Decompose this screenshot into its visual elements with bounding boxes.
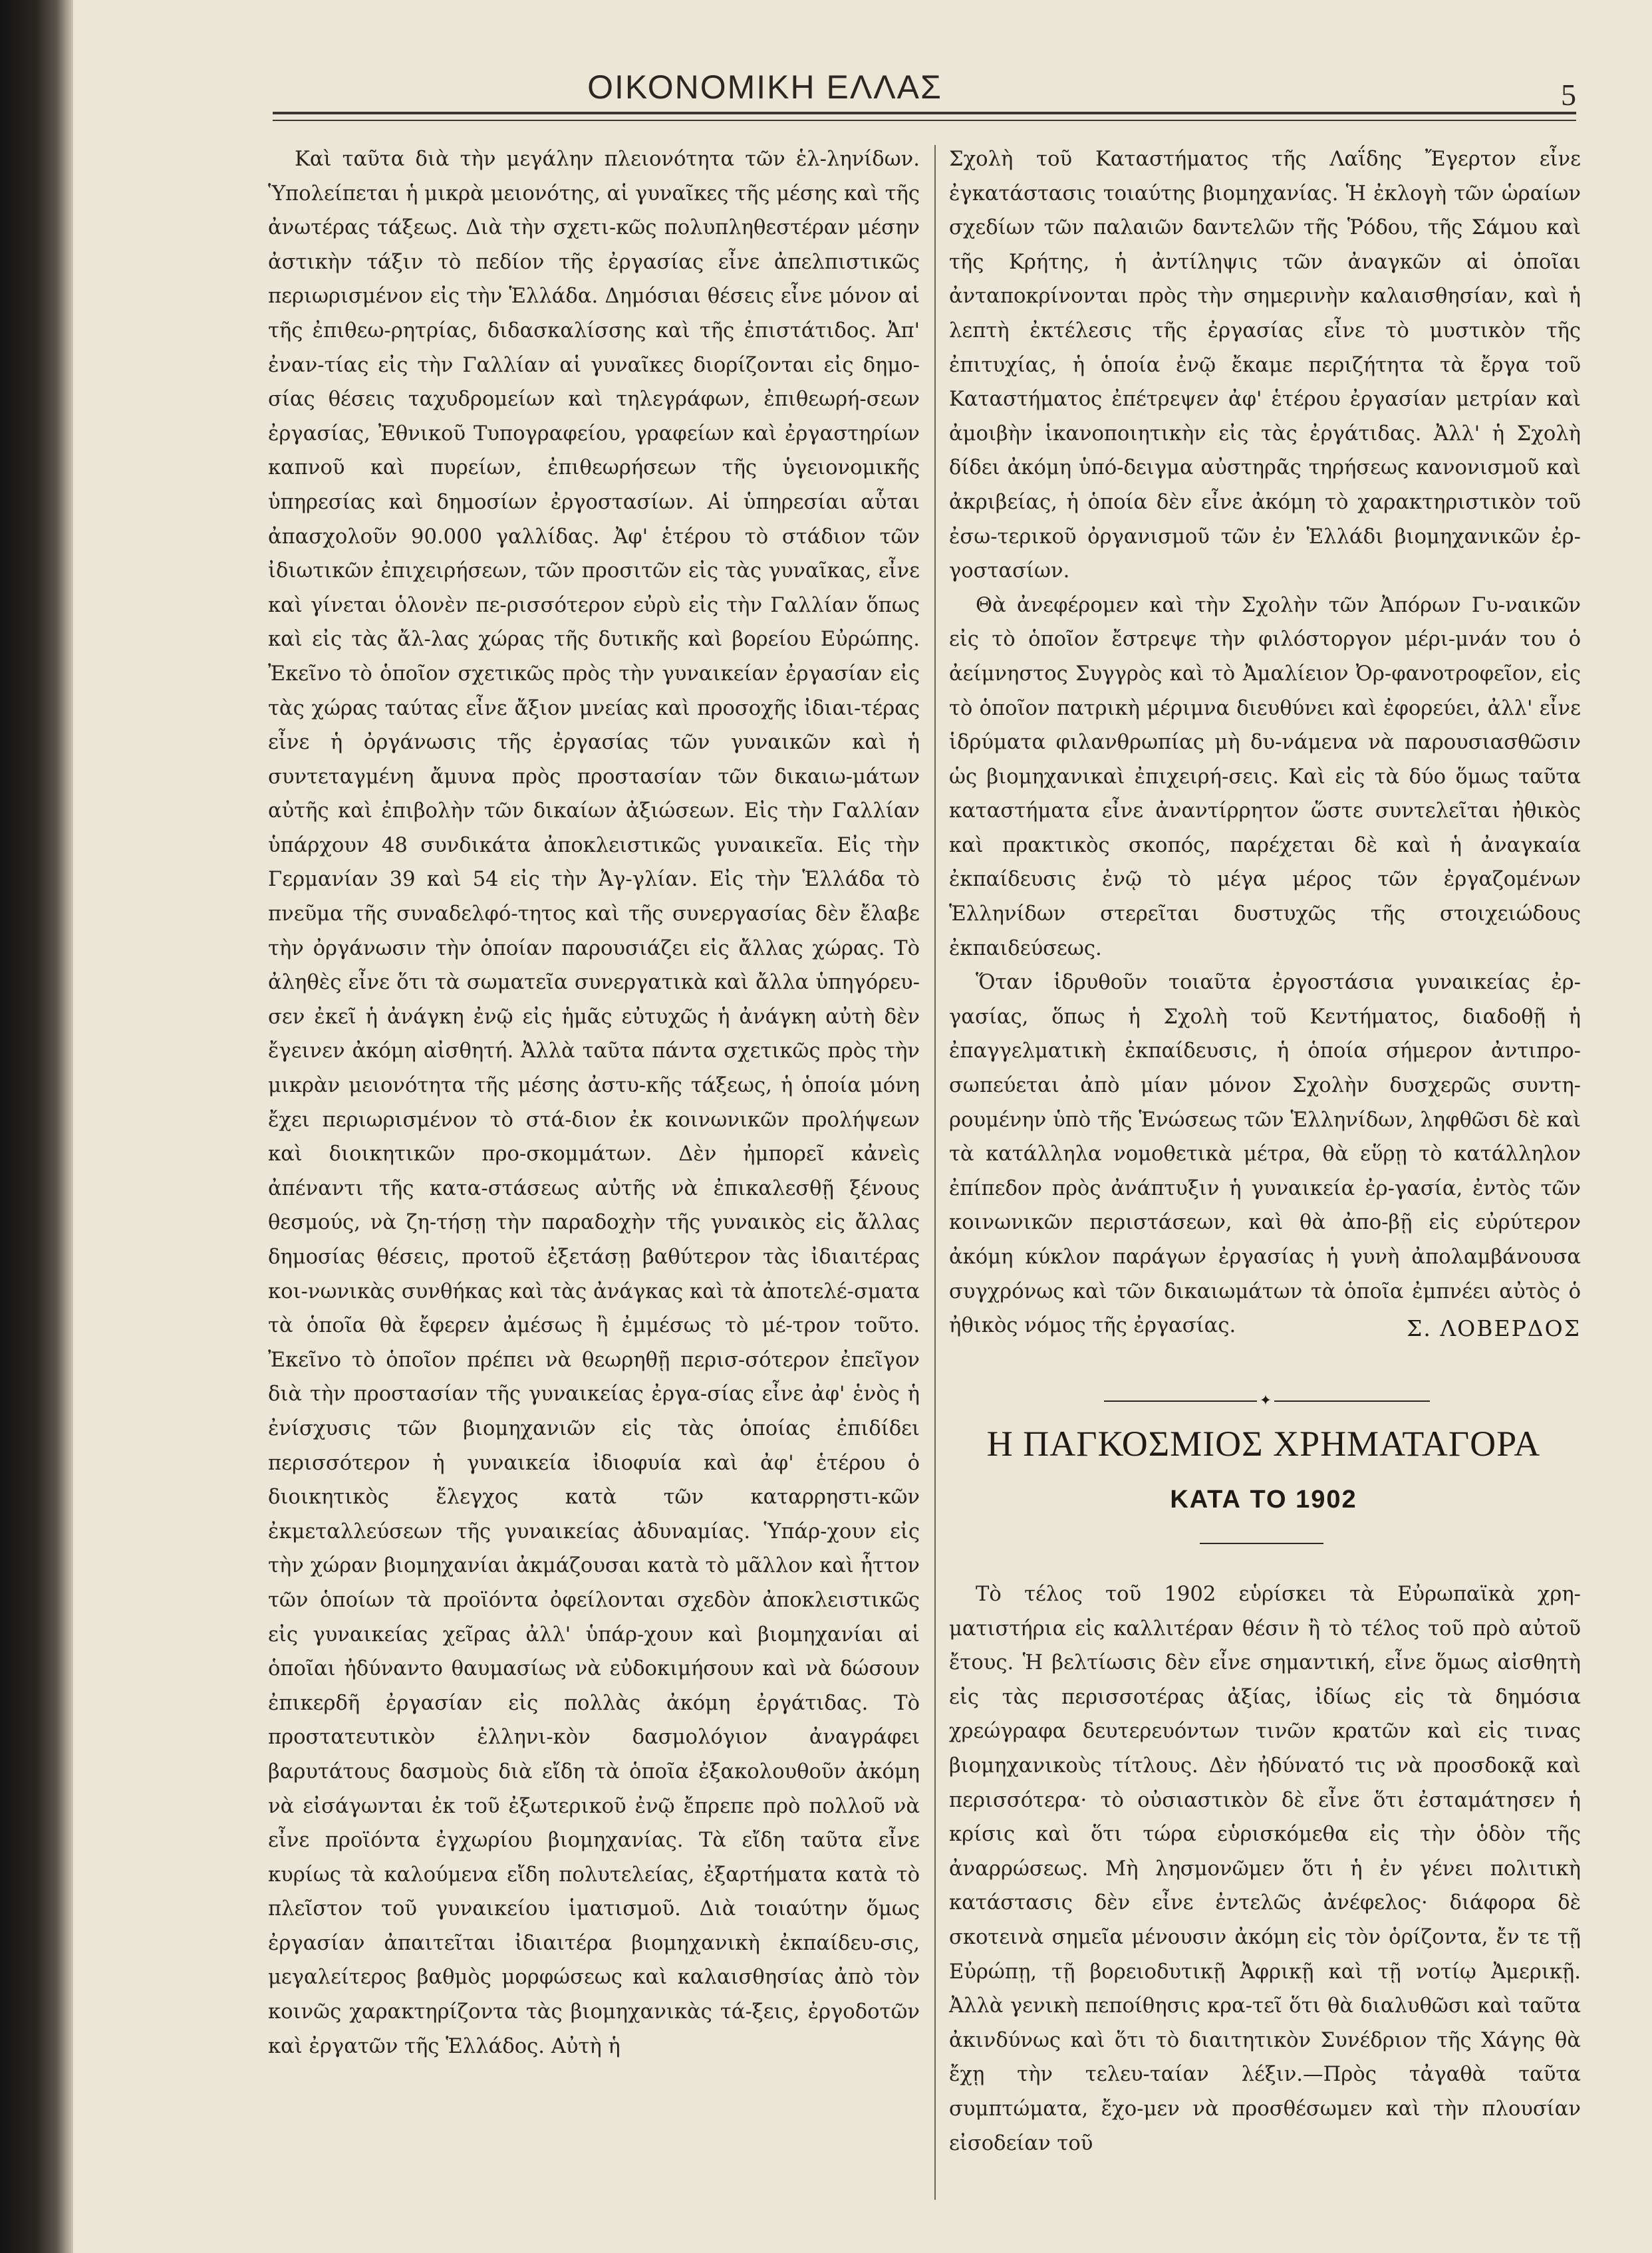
header-rule-thin [273,120,1576,121]
article-title: Η ΠΑΓΚΟΣΜΙΟΣ ΧΡΗΜΑΤΑΓΟΡΑ [986,1424,1541,1464]
left-column [268,142,920,2063]
paragraph-continuation: Σχολὴ τοῦ Καταστήματος τῆς Λαΐδης Ἔγερτον εἶνε ἐγκατάστασις τοιαύτης βιομηχανίας. Ἡ ἐκλογὴ τῶν ὡραίων σχεδίων τῶν παλαιῶν δαντελῶν τῆς Ῥόδου, τῆς Σάμου καὶ τῆς Κρήτης, ἡ ἀντίληψις τῶν ἀναγκῶν αἱ ὁποῖαι ἀνταποκρίνονται πρὸς τὴν σημερινὴν καλαισθησίαν, καὶ ἡ λεπτὴ ἐκτέλεσις τῆς ἐργασίας εἶνε τὸ μυστικὸν τῆς ἐπιτυχίας, ἡ ὁποία ἐνῷ ἔκαμε περιζήτητα τὰ ἔργα τοῦ Καταστήματος ἐπέτρεψεν ἀφ' ἑτέρου ἐργασίαν μετρίαν καὶ ἀμοιβὴν ἱκανοποιητικὴν εἰς τὰς ἐργάτιδας. Ἀλλ' ἡ Σχολὴ δίδει ἀκόμη ὑπό-δειγμα αὐστηρᾶς τηρήσεως κανονισμοῦ καὶ ἀκριβείας, ἡ ὁποία δὲν εἶνε ἀκόμη τὸ χαρακτηριστικὸν τοῦ ἐσω-τερικοῦ ὀργανισμοῦ τῶν ἐν Ἑλλάδι βιομηχανικῶν ἐρ-γοστασίων. [949,148,1581,583]
article-subtitle: ΚΑΤΑ ΤΟ 1902 [1170,1486,1357,1514]
header-rule [273,112,1576,114]
paragraph: Καὶ ταῦτα διὰ τὴν μεγάλην πλειονότητα τῶν ἑλ-ληνίδων. Ὑπολείπεται ἡ μικρὰ μειονότης, αἱ γυναῖκες τῆς μέσης καὶ τῆς ἀνωτέρας τάξεως. Διὰ τὴν σχετι-κῶς πολυπληθεστέραν μέσην ἀστικὴν τάξιν τὸ πεδίον τῆς ἐργασίας εἶνε ἀπελπιστικῶς περιωρισμένον εἰς τὴν Ἑλλάδα. Δημόσιαι θέσεις εἶνε μόνον αἱ τῆς ἐπιθεω-ρητρίας, διδασκαλίσσης καὶ τῆς ἐπιστάτιδος. Ἀπ' ἐναν-τίας εἰς τὴν Γαλλίαν αἱ γυναῖκες διορίζονται εἰς δημο-σίας θέσεις ταχυδρομείων καὶ τηλεγράφων, ἐπιθεωρή-σεων ἐργασίας, Ἐθνικοῦ Τυπογραφείου, γραφείων καὶ ἐργαστηρίων καπνοῦ καὶ πυρείων, ἐπιθεωρήσεων τῆς ὑγειονομικῆς ὑπηρεσίας καὶ δημοσίων ἐργοστασίων. Αἱ ὑπηρεσίαι αὗται ἀπασχολοῦν 90.000 γαλλίδας. Ἀφ' ἑτέρου τὸ στάδιον τῶν ἰδιωτικῶν ἐπιχειρήσεων, τῶν προσιτῶν εἰς τὰς γυναῖκας, εἶνε καὶ γίνεται ὁλονὲν πε-ρισσότερον εὐρὺ εἰς τὴν Γαλλίαν ὅπως καὶ εἰς τὰς ἄλ-λας χώρας τῆς δυτικῆς καὶ βορείου Εὐρώπης. Ἐκεῖνο τὸ ὁποῖον σχετικῶς πρὸς τὴν γυναικείαν ἐργασίαν εἰς τὰς χώρας ταύτας εἶνε ἄξιον μνείας καὶ προσοχῆς ἰδιαι-τέρας εἶνε ἡ ὀργάνωσις τῆς ἐργασίας τῶν γυναικῶν καὶ ἡ συντεταγμένη ἄμυνα πρὸς προστασίαν τῶν δικαιω-μάτων αὐτῆς καὶ ἐπιβολὴν τῶν δικαίων ἀξιώσεων. Εἰς τὴν Γαλλίαν ὑπάρχουν 48 συνδικάτα ἀποκλειστικῶς γυναικεῖα. Εἰς τὴν Γερμανίαν 39 καὶ 54 εἰς τὴν Ἀγ-γλίαν. Εἰς τὴν Ἑλλάδα τὸ πνεῦμα τῆς συναδελφό-τητος καὶ τῆς συνεργασίας δὲν ἔλαβε τὴν ὀργάνωσιν τὴν ὁποίαν παρουσιάζει εἰς ἄλλας χώρας. Τὸ ἀληθὲς εἶνε ὅτι τὰ σωματεῖα συνεργατικὰ καὶ ἄλλα ὑπηγόρευ-σεν ἐκεῖ ἡ ἀνάγκη ἐνῷ εἰς ἡμᾶς εὐτυχῶς ἡ ἀνάγκη αὐτὴ δὲν ἔγεινεν ἀκόμη αἰσθητή. Ἀλλὰ ταῦτα πάντα σχετικῶς πρὸς τὴν μικρὰν μειονότητα τῆς μέσης ἀστυ-κῆς τάξεως, ἡ ὁποία μόνη ἔχει περιωρισμένον τὸ στά-διον ἐκ κοινωνικῶν προλήψεων καὶ διοικητικῶν προ-σκομμάτων. Δὲν ἠμπορεῖ κἀνεὶς ἀπέναντι τῆς κατα-στάσεως αὐτῆς νὰ ἐπικαλεσθῇ ξένους θεσμούς, νὰ ζη-τήσῃ τὴν παραδοχὴν τῆς γυναικὸς εἰς ἄλλας δημοσίας θέσεις, προτοῦ ἐξετάσῃ βαθύτερον τὰς ἰδιαιτέρας κοι-νωνικὰς συνθήκας καὶ τὰς ἀνάγκας καὶ τὰ ἀποτελέ-σματα τὰ ὁποῖα θὰ ἔφερεν ἀμέσως ἢ ἐμμέσως τὸ μέ-τρον τοῦτο. Ἐκεῖνο τὸ ὁποῖον πρέπει νὰ θεωρηθῇ περισ-σότερον ἐπεῖγον διὰ τὴν προστασίαν τῆς γυναικείας ἐργα-σίας εἶνε ἀφ' ἑνὸς ἡ ἐνίσχυσις τῶν βιομηχανιῶν εἰς τὰς ὁποίας ἐπιδίδει περισσότερον ἡ γυναικεία ἰδιοφυία καὶ ἀφ' ἑτέρου ὁ διοικητικὸς ἔλεγχος κατὰ τῶν καταρρηστι-κῶν ἐκμεταλλεύσεων τῆς γυναικείας ἀδυναμίας. Ὑπάρ-χουν εἰς τὴν χώραν βιομηχανίαι ἀκμάζουσαι κατὰ τὸ μᾶλλον καὶ ἧττον τῶν ὁποίων τὰ προϊόντα ὀφείλονται σχεδὸν ἀποκλειστικῶς εἰς γυναικείας χεῖρας ἀλλ' ὑπάρ-χουν καὶ βιομηχανίαι αἱ ὁποῖαι ἠδύναντο θαυμασίως νὰ εὐδοκιμήσουν καὶ νὰ δώσουν ἐπικερδῆ ἐργασίαν εἰς πολλὰς ἀκόμη ἐργάτιδας. Τὸ προστατευτικὸν ἑλληνι-κὸν δασμολόγιον ἀναγράφει βαρυτάτους δασμοὺς διὰ εἴδη τὰ ὁποῖα ἐξακολουθοῦν ἀκόμη νὰ εἰσάγωνται ἐκ τοῦ ἐξωτερικοῦ ἐνῷ ἔπρεπε πρὸ πολλοῦ νὰ εἶνε προϊόντα ἐγχωρίου βιομηχανίας. Τὰ εἴδη ταῦτα εἶνε κυρίως τὰ καλούμενα εἴδη πολυτελείας, ἐξαρτήματα κατὰ τὸ πλεῖστον τοῦ γυναικείου ἱματισμοῦ. Διὰ τοιαύτην ὅμως ἐργασίαν ἀπαιτεῖται ἰδιαιτέρα βιομηχανικὴ ἐκπαίδευ-σις, μεγαλείτερος βαθμὸς μορφώσεως καὶ καλαισθησίας ἀπὸ τὸν κοινῶς χαρακτηρίζοντα τὰς βιομηχανικὰς τά-ξεις, ἐργοδοτῶν καὶ ἐργατῶν τῆς Ἑλλάδος. Αὐτὴ ἡ [268,148,920,2058]
author-signature: Σ. ΛΟΒΕΡΔΟΣ [1407,1315,1581,1341]
running-head: ΟΙΚΟΝΟΜΙΚΗ ΕΛΛΑΣ [587,68,942,106]
paragraph: Θὰ ἀνεφέρομεν καὶ τὴν Σχολὴν τῶν Ἀπόρων Γυ-ναικῶν εἰς τὸ ὁποῖον ἔστρεψε τὴν φιλόστοργον μέρι-μνάν του ὁ ἀείμνηστος Συγγρὸς καὶ τὸ Ἀμαλίειον Ὀρ-φανοτροφεῖον, εἰς τὸ ὁποῖον πατρικὴ μέριμνα διευθύνει καὶ ἐφορεύει, ἀλλ' εἶνε ἱδρύματα φιλανθρωπίας μὴ δυ-νάμενα νὰ παρουσιασθῶσιν ὡς βιομηχανικαὶ ἐπιχειρή-σεις. Καὶ εἰς τὰ δύο ὅμως ταῦτα καταστήματα εἶνε ἀναντίρρητον ὥστε συντελεῖται ἠθικὸς καὶ πρακτικὸς σκοπός, παρέχεται δὲ καὶ ἡ ἀναγκαία ἐκπαίδευσις ἐνῷ τὸ μέγα μέρος τῶν ἐργαζομένων Ἑλληνίδων στερεῖται δυστυχῶς τῆς στοιχειώδους ἐκπαιδεύσεως. [949,593,1581,960]
diamond-ornament-icon: ✦ [1257,1392,1274,1410]
article-body [949,1577,1581,2161]
column-divider [934,145,936,2200]
paragraph: Ὅταν ἱδρυθοῦν τοιαῦτα ἐργοστάσια γυναικείας ἐρ-γασίας, ὅπως ἡ Σχολὴ τοῦ Κεντήματος, διαδοθῇ ἡ ἐπαγγελματικὴ ἐκπαίδευσις, ἡ ὁποία σήμερον ἀντιπρο-σωπεύεται ἀπὸ μίαν μόνον Σχολὴν δυσχερῶς συντη-ρουμένην ὑπὸ τῆς Ἑνώσεως τῶν Ἑλληνίδων, ληφθῶσι δὲ καὶ τὰ κατάλληλα νομοθετικὰ μέτρα, θὰ εὕρῃ τὸ κατάλληλον ἐπίπεδον πρὸς ἀνάπτυξιν ἡ γυναικεία ἐρ-γασία, ἐντὸς τῶν κοινωνικῶν περιστάσεων, καὶ θὰ ἀπο-βῇ εἰς εὐρύτερον ἀκόμη κύκλον παράγων ἐργασίας ἡ γυνὴ ἀπολαμβάνουσα συγχρόνως καὶ τῶν δικαιωμάτων τὰ ὁποῖα ἐμπνέει αὐτὸς ὁ ἠθικὸς νόμος τῆς ἐργασίας. [949,971,1581,1338]
book-binding-shadow [0,0,73,2253]
page-number: 5 [1561,78,1576,112]
right-column-top [949,142,1581,1343]
title-rule [1200,1543,1323,1544]
paragraph: Τὸ τέλος τοῦ 1902 εὑρίσκει τὰ Εὐρωπαϊκὰ χρη-ματιστήρια εἰς καλλιτέραν θέσιν ἢ τὸ τέλος τοῦ πρὸ αὐτοῦ ἔτους. Ἡ βελτίωσις δὲν εἶνε σημαντική, εἶνε ὅμως αἰσθητὴ εἰς τὰς περισσοτέρας ἀξίας, ἰδίως εἰς τὰ δημόσια χρεώγραφα δευτερευόντων τινῶν κρατῶν καὶ εἰς τινας βιομηχανικοὺς τίτλους. Δὲν ἠδύνατό τις νὰ προσδοκᾷ καὶ περισσότερα· τὸ οὐσιαστικὸν δὲ εἶνε ὅτι ἐσταμάτησεν ἡ κρίσις καὶ ὅτι τώρα εὑρισκόμεθα εἰς τὴν ὁδὸν τῆς ἀναρρώσεως. Μὴ λησμονῶμεν ὅτι ἡ ἐν γένει πολιτικὴ κατάστασις δὲν εἶνε ἐντελῶς ἀνέφελος· διάφορα δὲ σκοτεινὰ σημεῖα μένουσιν ἀκόμη εἰς τὸν ὁρίζοντα, ἔν τε τῇ Εὐρώπῃ, τῇ βορειοδυτικῇ Ἀφρικῇ καὶ τῇ νοτίῳ Ἀμερικῇ. Ἀλλὰ γενικὴ πεποίθησις κρα-τεῖ ὅτι θὰ διαλυθῶσι καὶ ταῦτα ἀκινδύνως καὶ ὅτι τὸ διαιτητικὸν Συνέδριον τῆς Χάγης θὰ ἔχῃ τὴν τελευ-ταίαν λέξιν.—Πρὸς τἀγαθὰ ταῦτα συμπτώματα, ἔχο-μεν νὰ προσθέσωμεν καὶ τὴν πλουσίαν εἰσοδείαν τοῦ [949,1583,1581,2155]
